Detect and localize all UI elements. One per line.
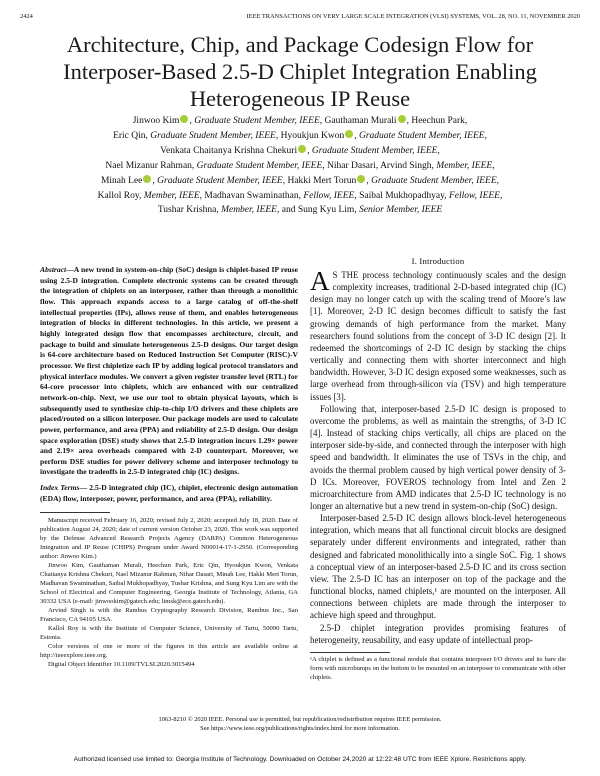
abstract	[40, 265, 298, 478]
author-name: Venkata Chaitanya Krishna Chekuri	[160, 145, 298, 156]
orcid-icon[interactable]	[357, 175, 365, 183]
author-role: Graduate Student Member, IEEE	[311, 145, 438, 156]
drop-cap: A	[310, 266, 330, 296]
author-name: Heechun Park	[411, 116, 465, 126]
author-role: Senior Member, IEEE	[359, 205, 443, 216]
author-line-7: Tushar Krishna, Member, IEEE, and Sung Kyu Lim, Senior Member, IEEE	[157, 205, 443, 216]
footnote-color-versions: Color versions of one or more of the figures in this article are available online at http://ieeexplore.ieee.org.	[40, 642, 298, 659]
intro-paragraph: A S THE process technology continuously scales and the design complexity increases, traditional 2-D-based integrated chip (IC) design may no longer catch up with the scaling trend of Moore’s law [1]. Moreover, 2-D IC design becomes difficult to satisfy the fast growing demands of high performance from the market. Many researchers found solutions from the concept of 3-D IC design [2]. It redeemed the shortcomings of 2-D IC design by stacking the chips vertically and connecting them with shorter interconnect and high bandwidth. However, 3-D IC design exposed some weaknesses, such as large overhead from through-silicon via (TSV) and high temperature issues [3].	[310, 266, 566, 402]
copyright-line: See https://www.ieee.org/publications/rights/index.html for more information.	[200, 725, 400, 732]
author-role: Graduate Student Member, IEEE	[194, 116, 320, 126]
author-line-1: Jinwoo Kim , Graduate Student Member, IEEE, Gauthaman Murali , Heechun Park,	[132, 116, 468, 126]
journal-name: IEEE TRANSACTIONS ON VERY LARGE SCALE INTEGRATION (VLSI) SYSTEMS, VOL. 28, NO. 11, NOVEMBER 2020	[246, 13, 580, 20]
index-terms	[40, 483, 298, 504]
author-role: Graduate Student Member, IEEE	[150, 130, 276, 141]
author-role: Fellow, IEEE	[303, 190, 355, 201]
footnote-affiliation: Jinwoo Kim, Gauthaman Murali, Heechun Park, Eric Qin, Hyoukjun Kwon, Venkata Chaitanya Krishna Chekuri, Nael Mizanur Rahman, Nihar Dasari, Minah Lee, Hakki Mert Torun, Madhavan Swaminathan, Saibal Mukhopadhyay, Tushar Krishna, and Sung Kyu Lim are with the School of Electrical and Computer Engineering, Georgia Institute of Technology, Atlanta, GA 30332 USA (e-mail: jinwookim@gatech.edu; limsk@ece.gatech.edu).	[40, 562, 298, 606]
footnote-divider	[310, 652, 390, 653]
index-terms-heading: Index Terms	[40, 483, 80, 493]
orcid-icon[interactable]	[143, 175, 151, 183]
author-name: Nihar Dasari	[327, 160, 376, 171]
orcid-icon[interactable]	[180, 115, 188, 123]
footnote-doi: Digital Object Identifier 10.1109/TVLSI.2020.3015494	[48, 660, 195, 668]
section-heading-introduction: I. Introduction	[411, 256, 465, 266]
author-name: Tushar Krishna	[157, 205, 217, 216]
abstract-text: —A new trend in system-on-chip (SoC) design is chiplet-based IP reuse using 2.5-D integration. Complete electronic systems can be created through the integration of chiplets on an interposer, rather than through a monolithic flow. This approach expands access to a large catalog of off-the-shelf intellectual properties (IPs), allows reuse of them, and enables heterogeneous integration of blocks in different technologies. In this article, we present a highly integrated design flow that encompasses architecture, circuit, and package to build and simulate heterogeneous 2.5-D designs. Our target design is 64-core architecture based on Reduced Instruction Set Computer (RISC)-V processor. We first chipletize each IP by adding logical protocol translators and physical interface modules. We convert a given register transfer level (RTL) for 64-core processor into chiplets, which are enhanced with our centralized network-on-chip. Next, we use our tool to obtain physical layouts, which is subsequently used to synthesize chip-to-chip I/O drivers and these chiplets are placed/routed on a silicon interposer. Our package models are used to calculate power, performance, and area (PPA) and reliability of 2.5-D design. Our design space exploration (DSE) study shows that 2.5-D integration incurs 1.29× power and 2.19× area overheads compared with 2-D counterpart. Moreover, we perform DSE studies for power delivery scheme and interposer technology to investigate the tradeoffs in 2.5-D integrated chip (IC) designs.	[40, 265, 298, 477]
footnote-manuscript: Manuscript received February 16, 2020; revised July 2, 2020; accepted July 18, 2020. Date of publication August 24, 2020; date of current version October 23, 2020. This work was supported by the Defense Advanced Research Projects Agency (DARPA) Common Heterogeneous Integration and IP Reuse (CHIPS) Program under Award N00014-17-1-2950. (Corresponding author: Jinwoo Kim.)	[40, 517, 298, 561]
page-number: 2424	[20, 13, 33, 20]
footnote-affiliation: Arvind Singh is with the Rambus Cryptography Research Division, Rambus Inc., San Francisco, CA 94105 USA.	[40, 606, 298, 623]
author-line-6: Kallol Roy, Member, IEEE, Madhavan Swaminathan, Fellow, IEEE, Saibal Mukhopadhyay, Fellow, IEEE,	[97, 190, 503, 201]
author-role: Member, IEEE	[221, 205, 277, 216]
left-column	[40, 265, 298, 670]
license-banner: Authorized licensed use limited to: Georgia Institute of Technology. Downloaded on October 24,2020 at 12:22:48 UTC from IEEE Xplore. Restrictions apply.	[73, 756, 527, 763]
author-name: Hyoukjun Kwon	[280, 130, 345, 141]
paper-title: Architecture, Chip, and Package Codesign Flow for Interposer-Based 2.5-D Chiplet Integration Enabling Heterogeneous IP Reuse	[63, 32, 537, 111]
index-terms-text: — 2.5-D integrated chip (IC), chiplet, electronic design automation (EDA) flow, interposer, power, performance, and area (PPA), reliability.	[40, 483, 298, 503]
author-role: Fellow, IEEE	[448, 190, 500, 201]
author-name: Arvind Singh	[380, 160, 432, 171]
author-role: Member, IEEE	[143, 190, 200, 201]
abstract-heading: Abstract	[40, 265, 67, 274]
author-name: Sung Kyu Lim	[297, 205, 355, 216]
left-footnotes	[40, 517, 298, 669]
orcid-icon[interactable]	[398, 115, 406, 123]
author-line-3: Venkata Chaitanya Krishna Chekuri , Graduate Student Member, IEEE,	[160, 145, 440, 156]
author-role: Graduate Student Member, IEEE	[371, 175, 497, 186]
intro-paragraph: Interposer-based 2.5-D IC design allows block-level heterogeneous integration, which means that all functional circuit blocks are designed separately under different environments and integrated, rather than designed and fabricated monolithically into a single SoC. Fig. 1 shows a conceptual view of an interposer-based 2.5-D IC and its cross section view. The 2.5-D IC has an interposer on top of the package and the functional blocks, named chiplets,¹ are mounted on the interposer. All connections between chiplets are made through the interposer to achieve high speed and throughput.	[310, 513, 566, 621]
intro-paragraph: 2.5-D chiplet integration provides promising features of heterogeneity, reusability, and easy update of intellectual prop-	[310, 622, 566, 645]
footnote-divider	[40, 512, 110, 513]
author-name: Nael Mizanur Rahman	[105, 160, 192, 171]
copyright-line: 1063-8210 © 2020 IEEE. Personal use is permitted, but republication/redistribution requires IEEE permission.	[158, 716, 442, 723]
author-name: Madhavan Swaminathan	[204, 190, 299, 201]
footnote-affiliation: Kallol Roy is with the Institute of Computer Science, University of Tartu, 50090 Tartu, Estonia.	[40, 624, 298, 641]
intro-paragraph: Following that, interposer-based 2.5-D IC design is proposed to overcome the problems, as well as maintain the strengths, of 3-D IC [4]. Instead of stacking chips vertically, all chips are placed on the interposer side-by-side, and connected through the interposer with high speed and bandwidth. It eliminates the use of TSVs in the chip, and avoids the thermal problem caused by high vertical power density of 3-D ICs. Moreover, FOVEROS technology from Intel and Zen 2 microarchitecture from AMD indicates that 2.5-D IC technology is no longer an alternative but a new trend in system-on-chip (SoC) design.	[310, 403, 566, 511]
author-name: Jinwoo Kim	[132, 116, 180, 126]
right-column	[310, 255, 566, 683]
author-name: Saibal Mukhopadhyay	[359, 190, 445, 201]
author-role: Member, IEEE	[436, 160, 493, 171]
author-line-5: Minah Lee , Graduate Student Member, IEEE, Hakki Mert Torun , Graduate Student Member, IEEE,	[100, 175, 500, 186]
author-list	[20, 114, 580, 218]
author-name: Kallol Roy	[97, 190, 139, 201]
author-line-4: Nael Mizanur Rahman, Graduate Student Member, IEEE, Nihar Dasari, Arvind Singh, Member, IEEE,	[105, 160, 495, 171]
introduction-body	[310, 266, 566, 646]
author-role: Graduate Student Member, IEEE	[157, 175, 283, 186]
author-name: Minah Lee	[100, 175, 143, 186]
orcid-icon[interactable]	[298, 145, 306, 153]
running-header	[20, 12, 580, 22]
author-name: Gauthaman Murali	[324, 116, 397, 126]
copyright-notice	[20, 715, 580, 733]
author-role: Graduate Student Member, IEEE	[358, 130, 485, 141]
author-line-2: Eric Qin, Graduate Student Member, IEEE, Hyoukjun Kwon , Graduate Student Member, IEEE,	[113, 130, 487, 141]
author-role: Graduate Student Member, IEEE	[196, 160, 323, 171]
orcid-icon[interactable]	[345, 130, 353, 138]
author-name: Eric Qin	[113, 130, 146, 141]
author-name: Hakki Mert Torun	[287, 175, 357, 186]
chiplet-footnote: ¹A chiplet is defined as a functional module that contains interposer I/O drivers and its bare die form with microbumps on the bottom to be mounted on an interposer to communicate with other chiplets.	[310, 655, 566, 681]
